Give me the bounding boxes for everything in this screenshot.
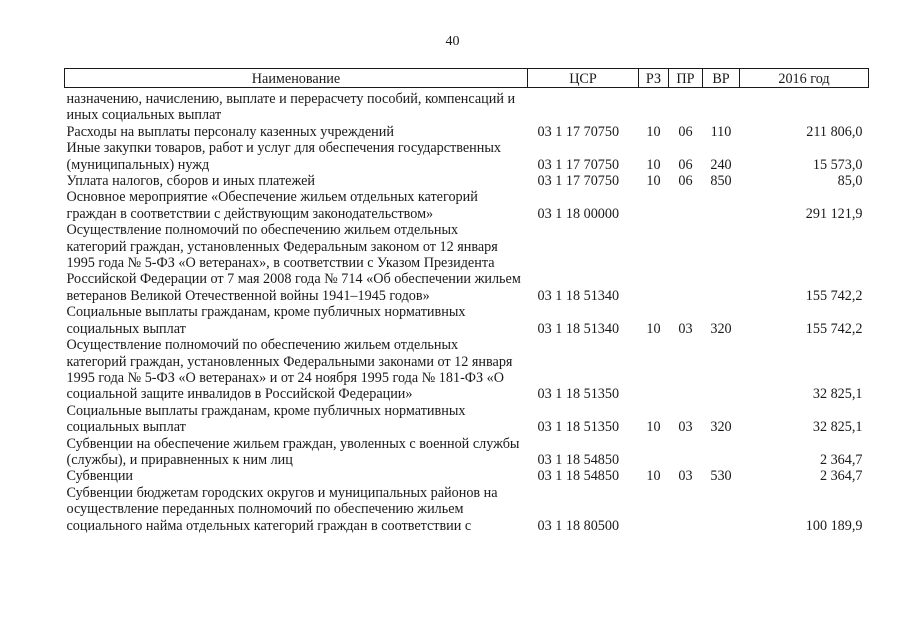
row-csr: 03 1 17 70750 <box>537 173 620 190</box>
row-name: Осуществление полномочий по обеспечению жильем отдельных категорий граждан, установленных Федеральными законами от 12 января 1995 года № 5-ФЗ «О ветеранах» и от 24 ноября 1995 года № 181-ФЗ «О социальной защите инвалидов в Российской Федерации» <box>66 337 513 403</box>
table-header-row <box>65 69 869 88</box>
header-csr: ЦСР <box>528 69 639 88</box>
row-name: Основное мероприятие «Обеспечение жильем отдельных категорий граждан в соответствии с действующим законодательством» <box>66 189 478 222</box>
row-csr: 03 1 18 00000 <box>537 205 620 222</box>
row-csr: 03 1 17 70750 <box>537 123 620 140</box>
row-name: Осуществление полномочий по обеспечению жильем отдельных категорий граждан, установленных Федеральным законом от 12 января 1995 года № 5-ФЗ «О ветеранах», в соответствии с Указом Президента Российской Федерации от 7 мая 2008 года № 714 «Об обеспечении жильем ветеранов Великой Отечественной войны 1941–1945 годов» <box>66 222 521 304</box>
row-rz: 10 <box>646 468 661 485</box>
header-name: Наименование <box>65 69 528 88</box>
header-year: 2016 год <box>740 69 869 88</box>
row-rz <box>639 337 669 403</box>
row-pr <box>669 222 703 304</box>
table-row <box>65 189 869 222</box>
row-vr <box>703 485 740 534</box>
row-pr <box>669 189 703 222</box>
row-amount: 291 121,9 <box>805 205 863 222</box>
row-rz <box>639 436 669 469</box>
row-name: Субвенции бюджетам городских округов и муниципальных районов на осуществление переданных полномочий по обеспечению жильем социального найма отдельных категорий граждан в соответствии с <box>66 484 498 534</box>
table-row <box>65 222 869 304</box>
row-amount <box>740 88 869 124</box>
row-pr <box>669 88 703 124</box>
row-csr: 03 1 18 51340 <box>537 320 620 337</box>
row-pr: 06 <box>678 156 693 173</box>
header-vr: ВР <box>703 69 740 88</box>
page-number: 40 <box>445 34 460 49</box>
row-amount: 155 742,2 <box>805 287 863 304</box>
row-vr: 240 <box>710 156 732 173</box>
row-name: Расходы на выплаты персоналу казенных учреждений <box>66 123 394 140</box>
row-rz <box>639 189 669 222</box>
row-amount: 155 742,2 <box>805 320 863 337</box>
row-pr: 06 <box>678 173 693 190</box>
table-row <box>65 436 869 469</box>
table-row <box>65 304 869 337</box>
row-rz <box>639 485 669 534</box>
row-vr <box>703 436 740 469</box>
row-rz: 10 <box>646 320 661 337</box>
row-vr <box>703 337 740 403</box>
table-row <box>65 140 869 173</box>
row-rz: 10 <box>646 156 661 173</box>
table-row <box>65 173 869 189</box>
row-rz: 10 <box>646 173 661 190</box>
row-vr: 320 <box>710 419 732 436</box>
row-vr: 850 <box>710 173 732 190</box>
row-vr <box>703 189 740 222</box>
row-pr: 06 <box>678 123 693 140</box>
row-name: Субвенции на обеспечение жильем граждан, уволенных с военной службы (службы), и приравненных к ним лиц <box>66 435 520 468</box>
row-amount: 100 189,9 <box>805 517 863 534</box>
table-row <box>65 485 869 534</box>
row-name: Социальные выплаты гражданам, кроме публичных нормативных социальных выплат <box>66 304 466 337</box>
row-pr: 03 <box>678 468 693 485</box>
table-row <box>65 468 869 484</box>
table-row <box>65 337 869 403</box>
row-name: Социальные выплаты гражданам, кроме публичных нормативных социальных выплат <box>66 402 466 436</box>
row-csr: 03 1 18 51350 <box>537 386 620 403</box>
row-csr: 03 1 18 51350 <box>537 419 620 436</box>
row-rz: 10 <box>646 123 661 140</box>
row-vr <box>703 222 740 304</box>
budget-table <box>64 68 869 534</box>
row-csr <box>528 88 639 124</box>
row-name: Уплата налогов, сборов и иных платежей <box>66 173 315 190</box>
row-csr: 03 1 18 51340 <box>537 287 620 304</box>
row-amount: 32 825,1 <box>812 386 863 403</box>
table-row <box>65 88 869 124</box>
row-amount: 2 364,7 <box>819 451 863 468</box>
row-amount: 2 364,7 <box>819 468 863 485</box>
row-rz <box>639 222 669 304</box>
row-rz <box>639 88 669 124</box>
table-row <box>65 403 869 436</box>
row-pr <box>669 436 703 469</box>
row-name: Иные закупки товаров, работ и услуг для обеспечения государственных (муниципальных) нужд <box>66 140 501 173</box>
row-pr <box>669 485 703 534</box>
row-csr: 03 1 18 80500 <box>537 517 620 534</box>
row-pr: 03 <box>678 419 693 436</box>
row-amount: 211 806,0 <box>806 123 863 140</box>
row-csr: 03 1 18 54850 <box>537 451 620 468</box>
row-vr: 110 <box>710 123 732 140</box>
row-amount: 32 825,1 <box>812 419 863 436</box>
row-csr: 03 1 18 54850 <box>537 468 620 485</box>
row-pr: 03 <box>678 320 693 337</box>
row-pr <box>669 337 703 403</box>
row-rz: 10 <box>646 419 661 436</box>
row-vr: 530 <box>710 468 732 485</box>
table-row <box>65 124 869 140</box>
row-vr: 320 <box>710 320 732 337</box>
header-pr: ПР <box>669 69 703 88</box>
row-name: назначению, начислению, выплате и перерасчету пособий, компенсаций и иных социальных выплат <box>66 91 516 124</box>
row-amount: 15 573,0 <box>812 156 863 173</box>
row-name: Субвенции <box>66 468 134 485</box>
row-vr <box>703 88 740 124</box>
row-csr: 03 1 17 70750 <box>537 156 620 173</box>
header-rz: РЗ <box>639 69 669 88</box>
row-amount: 85,0 <box>837 173 863 190</box>
